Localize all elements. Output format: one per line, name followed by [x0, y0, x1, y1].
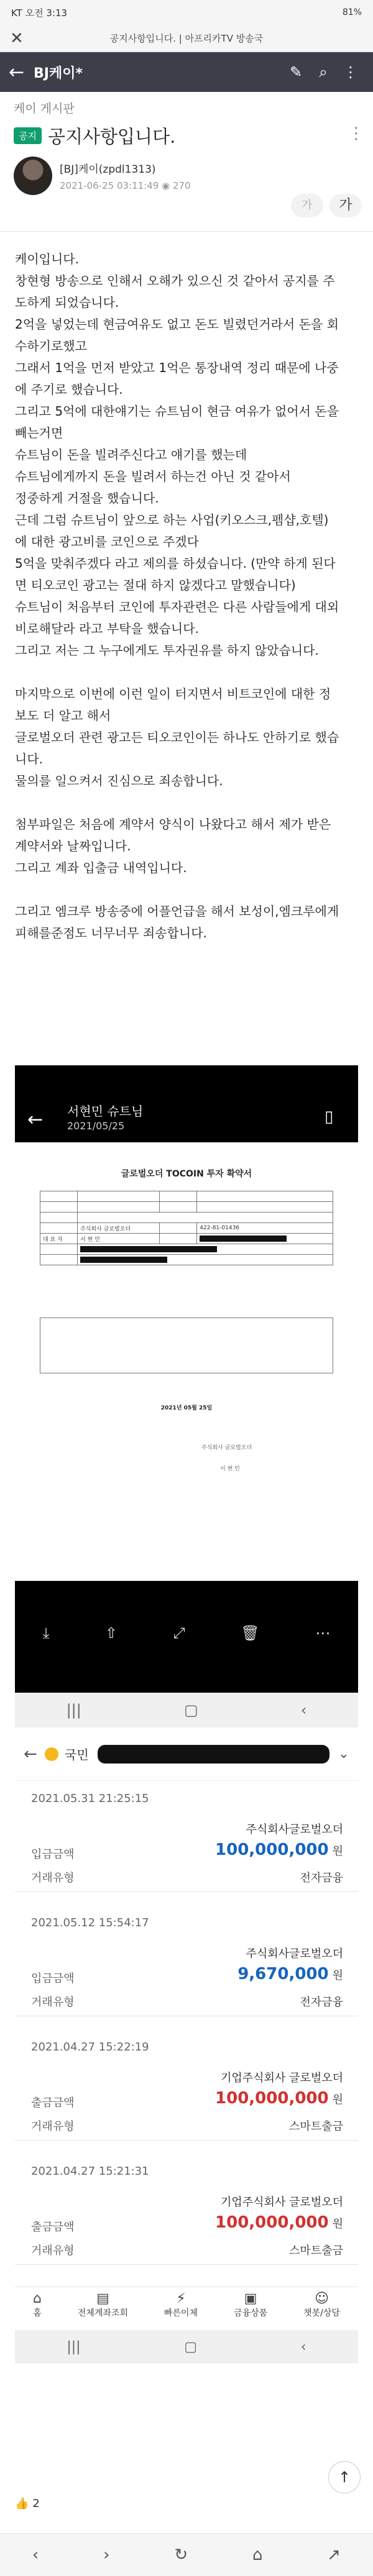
counterparty: 주식회사글로벌오더 [246, 1823, 343, 1836]
redaction [200, 1236, 287, 1242]
like-count[interactable]: 👍 2 [15, 2497, 40, 2510]
body-line: 2억을 넣었는데 현금여유도 없고 돈도 빌렸던거라서 돈을 회 [15, 317, 339, 332]
transaction-type: 스마트출금 [289, 2244, 343, 2257]
amount-label: 출금금액 [31, 2096, 75, 2109]
contract-company: 주식회사 글로벌오더 [201, 1445, 252, 1451]
all-accounts-icon: ▤ [96, 2291, 109, 2306]
transaction-type: 스마트출금 [289, 2120, 343, 2133]
amount-value: 100,000,000 [215, 2089, 329, 2108]
redaction [80, 1257, 167, 1263]
body-line: 글로벌오더 관련 광고든 티오코인이든 하나도 안하기로 했습 [15, 730, 339, 745]
chevron-down-icon[interactable]: ⌄ [338, 1746, 349, 1762]
transaction-date: 2021.04.27 15:22:19 [31, 2041, 149, 2054]
transaction-date: 2021.05.31 21:25:15 [31, 1792, 149, 1805]
sender-name: 서현민 슈트님 [67, 1104, 144, 1119]
counterparty: 기업주식회사 글로벌오더 [221, 2196, 343, 2209]
app-header [0, 52, 373, 92]
more-icon[interactable]: ⋮ [343, 63, 358, 81]
bank-logo-icon [45, 1747, 58, 1761]
android-nav-bar [15, 1693, 358, 1727]
page-url-title[interactable]: 공지사항입니다. | 아프리카TV 방송국 [109, 33, 264, 44]
body-line: 에 대한 광고비를 코인으로 주겠다 [15, 534, 199, 549]
divider [15, 2140, 358, 2141]
contract-terms-box [40, 1318, 333, 1373]
contract-title: 글로벌오더 TOCOIN 투자 확약서 [121, 1169, 252, 1179]
post-body [15, 248, 361, 944]
body-line: 정중하게 거절을 했습니다. [15, 491, 159, 506]
tab-home[interactable] [33, 2287, 42, 2330]
type-label: 거래유형 [31, 1872, 75, 1885]
type-label: 거래유형 [31, 2120, 75, 2133]
body-line: 창현형 방송으로 인해서 오해가 있으신 것 같아서 공지를 주 [15, 273, 335, 288]
counterparty: 주식회사글로벌오더 [246, 1947, 343, 1960]
body-line: 수하기로했고 [15, 339, 87, 353]
back-icon[interactable]: ‹ [32, 2546, 39, 2564]
body-line: 슈트님에게까지 돈을 빌려서 하는건 아닌 것 같아서 [15, 469, 291, 484]
share-icon[interactable]: ⇧ [104, 1624, 117, 1642]
company-number: 422-81-01436 [197, 1223, 333, 1234]
bank-bottom-tabs [15, 2287, 358, 2330]
transaction-amount [215, 1841, 343, 1859]
tab-label: 금융상품 [234, 2308, 268, 2318]
transaction-row[interactable] [15, 1781, 358, 1905]
recents-icon[interactable]: ||| [67, 2339, 81, 2355]
transaction-row[interactable] [15, 1905, 358, 2029]
body-line: 도하게 되었습니다. [15, 295, 119, 310]
download-icon[interactable]: ⤓ [42, 1624, 50, 1642]
body-line: 빼는거면 [15, 426, 63, 440]
tab-quick-transfer[interactable] [164, 2287, 198, 2330]
refresh-icon[interactable]: ↻ [174, 2546, 188, 2564]
transaction-row[interactable] [15, 2154, 358, 2278]
status-carrier-time: KT 오전 3:13 [11, 7, 68, 19]
browser-bottom-bar [0, 2533, 373, 2576]
back-arrow-icon[interactable]: ← [9, 61, 25, 83]
body-line: 5억을 맞춰주겠다 라고 제의를 하셨습니다. (만약 하게 된다 [15, 556, 336, 571]
tab-all-accounts[interactable] [78, 2287, 128, 2330]
transaction-amount [215, 2089, 343, 2108]
like-icon: 👍 [15, 2497, 29, 2510]
bank-name: 국민 [65, 1747, 89, 1762]
body-line: 첨부파일은 처음에 계약서 양식이 나왔다고 해서 제가 받은 [15, 817, 331, 832]
scroll-top-button[interactable]: ↑ [328, 2461, 361, 2493]
body-line: 그리고 5억에 대한얘기는 슈트님이 현금 여유가 없어서 돈을 [15, 404, 339, 419]
contract-ceo: 서 현 민 [220, 1466, 240, 1472]
body-line: 그래서 1억을 먼저 받았고 1억은 통장내역 정리 때문에 나중 [15, 360, 339, 375]
body-line: 그리고 저는 그 누구에게도 투자권유를 하지 않았습니다. [15, 643, 319, 658]
tab-label: 빠른이체 [164, 2308, 198, 2318]
body-line: 그리고 엠크루 방송중에 어플언급을 해서 보성이,엠크루에게 [15, 904, 339, 919]
amount-label: 입금금액 [31, 1848, 75, 1861]
contract-document [15, 1142, 358, 1581]
notice-badge: 공지 [14, 127, 42, 144]
body-line: 피해를준점도 너무너무 죄송합니다. [15, 926, 207, 940]
body-line: 비로해달라 라고 부탁을 했습니다. [15, 621, 199, 636]
recents-icon[interactable]: ||| [66, 1701, 81, 1719]
font-size-up-button[interactable]: 가 [329, 194, 362, 217]
board-name[interactable]: 케이 게시판 [14, 102, 75, 116]
home-icon[interactable]: ▢ [184, 2339, 198, 2355]
currency-unit: 원 [332, 2218, 343, 2231]
avatar[interactable] [14, 157, 52, 195]
expand-icon[interactable]: ⤢ [173, 1624, 185, 1642]
body-line: 보도 더 알고 해서 [15, 708, 111, 723]
tab-products[interactable] [234, 2287, 267, 2330]
close-icon[interactable]: ✕ [10, 29, 24, 48]
post-author[interactable]: [BJ]케이(zpdl1313) [60, 163, 156, 176]
amount-label: 입금금액 [31, 1972, 75, 1985]
body-line: 에 주기로 했습니다. [15, 382, 123, 397]
viewer-toolbar [15, 1624, 358, 1642]
body-line: 슈트님이 돈을 빌려주신다고 얘기를 했는데 [15, 447, 247, 462]
company-cell: 주식회사 글로벌오더 [78, 1223, 160, 1234]
transaction-date: 2021.04.27 15:21:31 [31, 2165, 149, 2178]
share-icon[interactable]: ↗ [327, 2546, 341, 2564]
bank-header [15, 1727, 358, 1781]
attached-image-viewer [15, 1065, 358, 1693]
back-arrow-icon[interactable]: ← [27, 1109, 44, 1131]
currency-unit: 원 [332, 2093, 343, 2106]
home-icon[interactable]: ⌂ [252, 2546, 263, 2564]
body-line [15, 662, 361, 683]
view-count: 270 [172, 180, 191, 191]
body-line: 그리고 계좌 입출금 내역입니다. [15, 860, 187, 875]
delete-icon[interactable]: 🗑 [241, 1624, 260, 1642]
currency-unit: 원 [332, 1969, 343, 1982]
type-label: 거래유형 [31, 1996, 75, 2009]
transaction-amount [215, 2213, 343, 2232]
post-meta [60, 180, 191, 191]
tab-label: 전체계좌조회 [77, 2308, 129, 2318]
transaction-row[interactable] [15, 2029, 358, 2154]
back-icon[interactable]: ‹ [300, 2339, 306, 2355]
body-line: 마지막으로 이번에 이런 일이 터지면서 비트코인에 대한 정 [15, 686, 331, 701]
battery-level: 81% [342, 7, 362, 17]
channel-title: BJ케이* [34, 65, 83, 81]
back-arrow-icon[interactable]: ← [24, 1744, 37, 1764]
divider [0, 231, 373, 232]
write-icon[interactable]: ✎ [289, 63, 303, 81]
body-line [15, 792, 361, 814]
type-label: 거래유형 [31, 2244, 75, 2257]
tab-chatbot[interactable] [303, 2287, 340, 2330]
transaction-amount [237, 1965, 343, 1983]
amount-label: 출금금액 [31, 2221, 75, 2234]
body-line [15, 879, 361, 901]
tab-label: 챗봇/상담 [303, 2308, 340, 2318]
eye-icon: ◉ [162, 180, 173, 191]
transaction-date: 2021.05.12 15:54:17 [31, 1916, 149, 1929]
bookmark-icon[interactable]: ▯ [325, 1108, 334, 1126]
divider [15, 2264, 358, 2265]
chatbot-icon: ☺ [315, 2291, 329, 2306]
quick-transfer-icon: ⚡ [176, 2291, 186, 2306]
ceo-label: 대 표 자 [40, 1234, 78, 1244]
amount-value: 100,000,000 [215, 2213, 329, 2232]
home-icon: ⌂ [32, 2291, 42, 2306]
post-title: 공지사항입니다. [47, 126, 176, 147]
body-line: 면 티오코인 광고는 절대 하지 않겠다고 말했습니다) [15, 578, 296, 593]
products-icon: ▣ [244, 2291, 257, 2306]
divider [15, 1891, 358, 1892]
body-line: 물의를 일으켜서 진심으로 죄송합니다. [15, 773, 223, 788]
body-line: 슈트님이 처음부터 코인에 투자관련은 다른 사람들에게 대외 [15, 599, 339, 614]
sent-date: 2021/05/25 [67, 1120, 125, 1132]
redaction [80, 1246, 217, 1252]
redaction [98, 1745, 329, 1764]
bank-transactions-screenshot [15, 1727, 358, 2364]
currency-unit: 원 [332, 1845, 343, 1858]
post-menu-icon[interactable]: ⋮ [348, 124, 364, 143]
forward-icon[interactable]: › [103, 2546, 110, 2564]
body-line: 근데 그럼 슈트님이 앞으로 하는 사업(키오스크,펨샵,호텔) [15, 512, 329, 527]
browser-url-bar [0, 25, 373, 52]
home-icon[interactable]: ▢ [183, 1701, 198, 1719]
font-size-down-button[interactable]: 가 [291, 194, 323, 217]
body-line: 계약서와 날짜입니다. [15, 839, 131, 853]
amount-value: 9,670,000 [237, 1965, 329, 1983]
transaction-type: 전자금융 [300, 1996, 343, 2009]
back-icon[interactable]: ‹ [300, 1701, 307, 1719]
search-icon[interactable]: ⌕ [319, 63, 328, 81]
ceo-name: 서 현 민 [78, 1234, 160, 1244]
contract-date: 2021년 05월 25일 [160, 1405, 213, 1411]
post-datetime: 2021-06-25 03:11:49 [60, 180, 159, 191]
status-bar [0, 0, 373, 25]
contract-table [40, 1191, 333, 1265]
body-line: 케이입니다. [15, 252, 79, 266]
tab-label: 홈 [33, 2308, 42, 2318]
body-line: 니다. [15, 752, 43, 767]
amount-value: 100,000,000 [215, 1841, 329, 1859]
counterparty: 기업주식회사 글로벌오더 [221, 2072, 343, 2085]
android-nav-bar [15, 2330, 358, 2364]
transaction-type: 전자금융 [300, 1872, 343, 1885]
more-icon[interactable]: ⋯ [315, 1624, 331, 1642]
post-title-row [14, 123, 175, 148]
